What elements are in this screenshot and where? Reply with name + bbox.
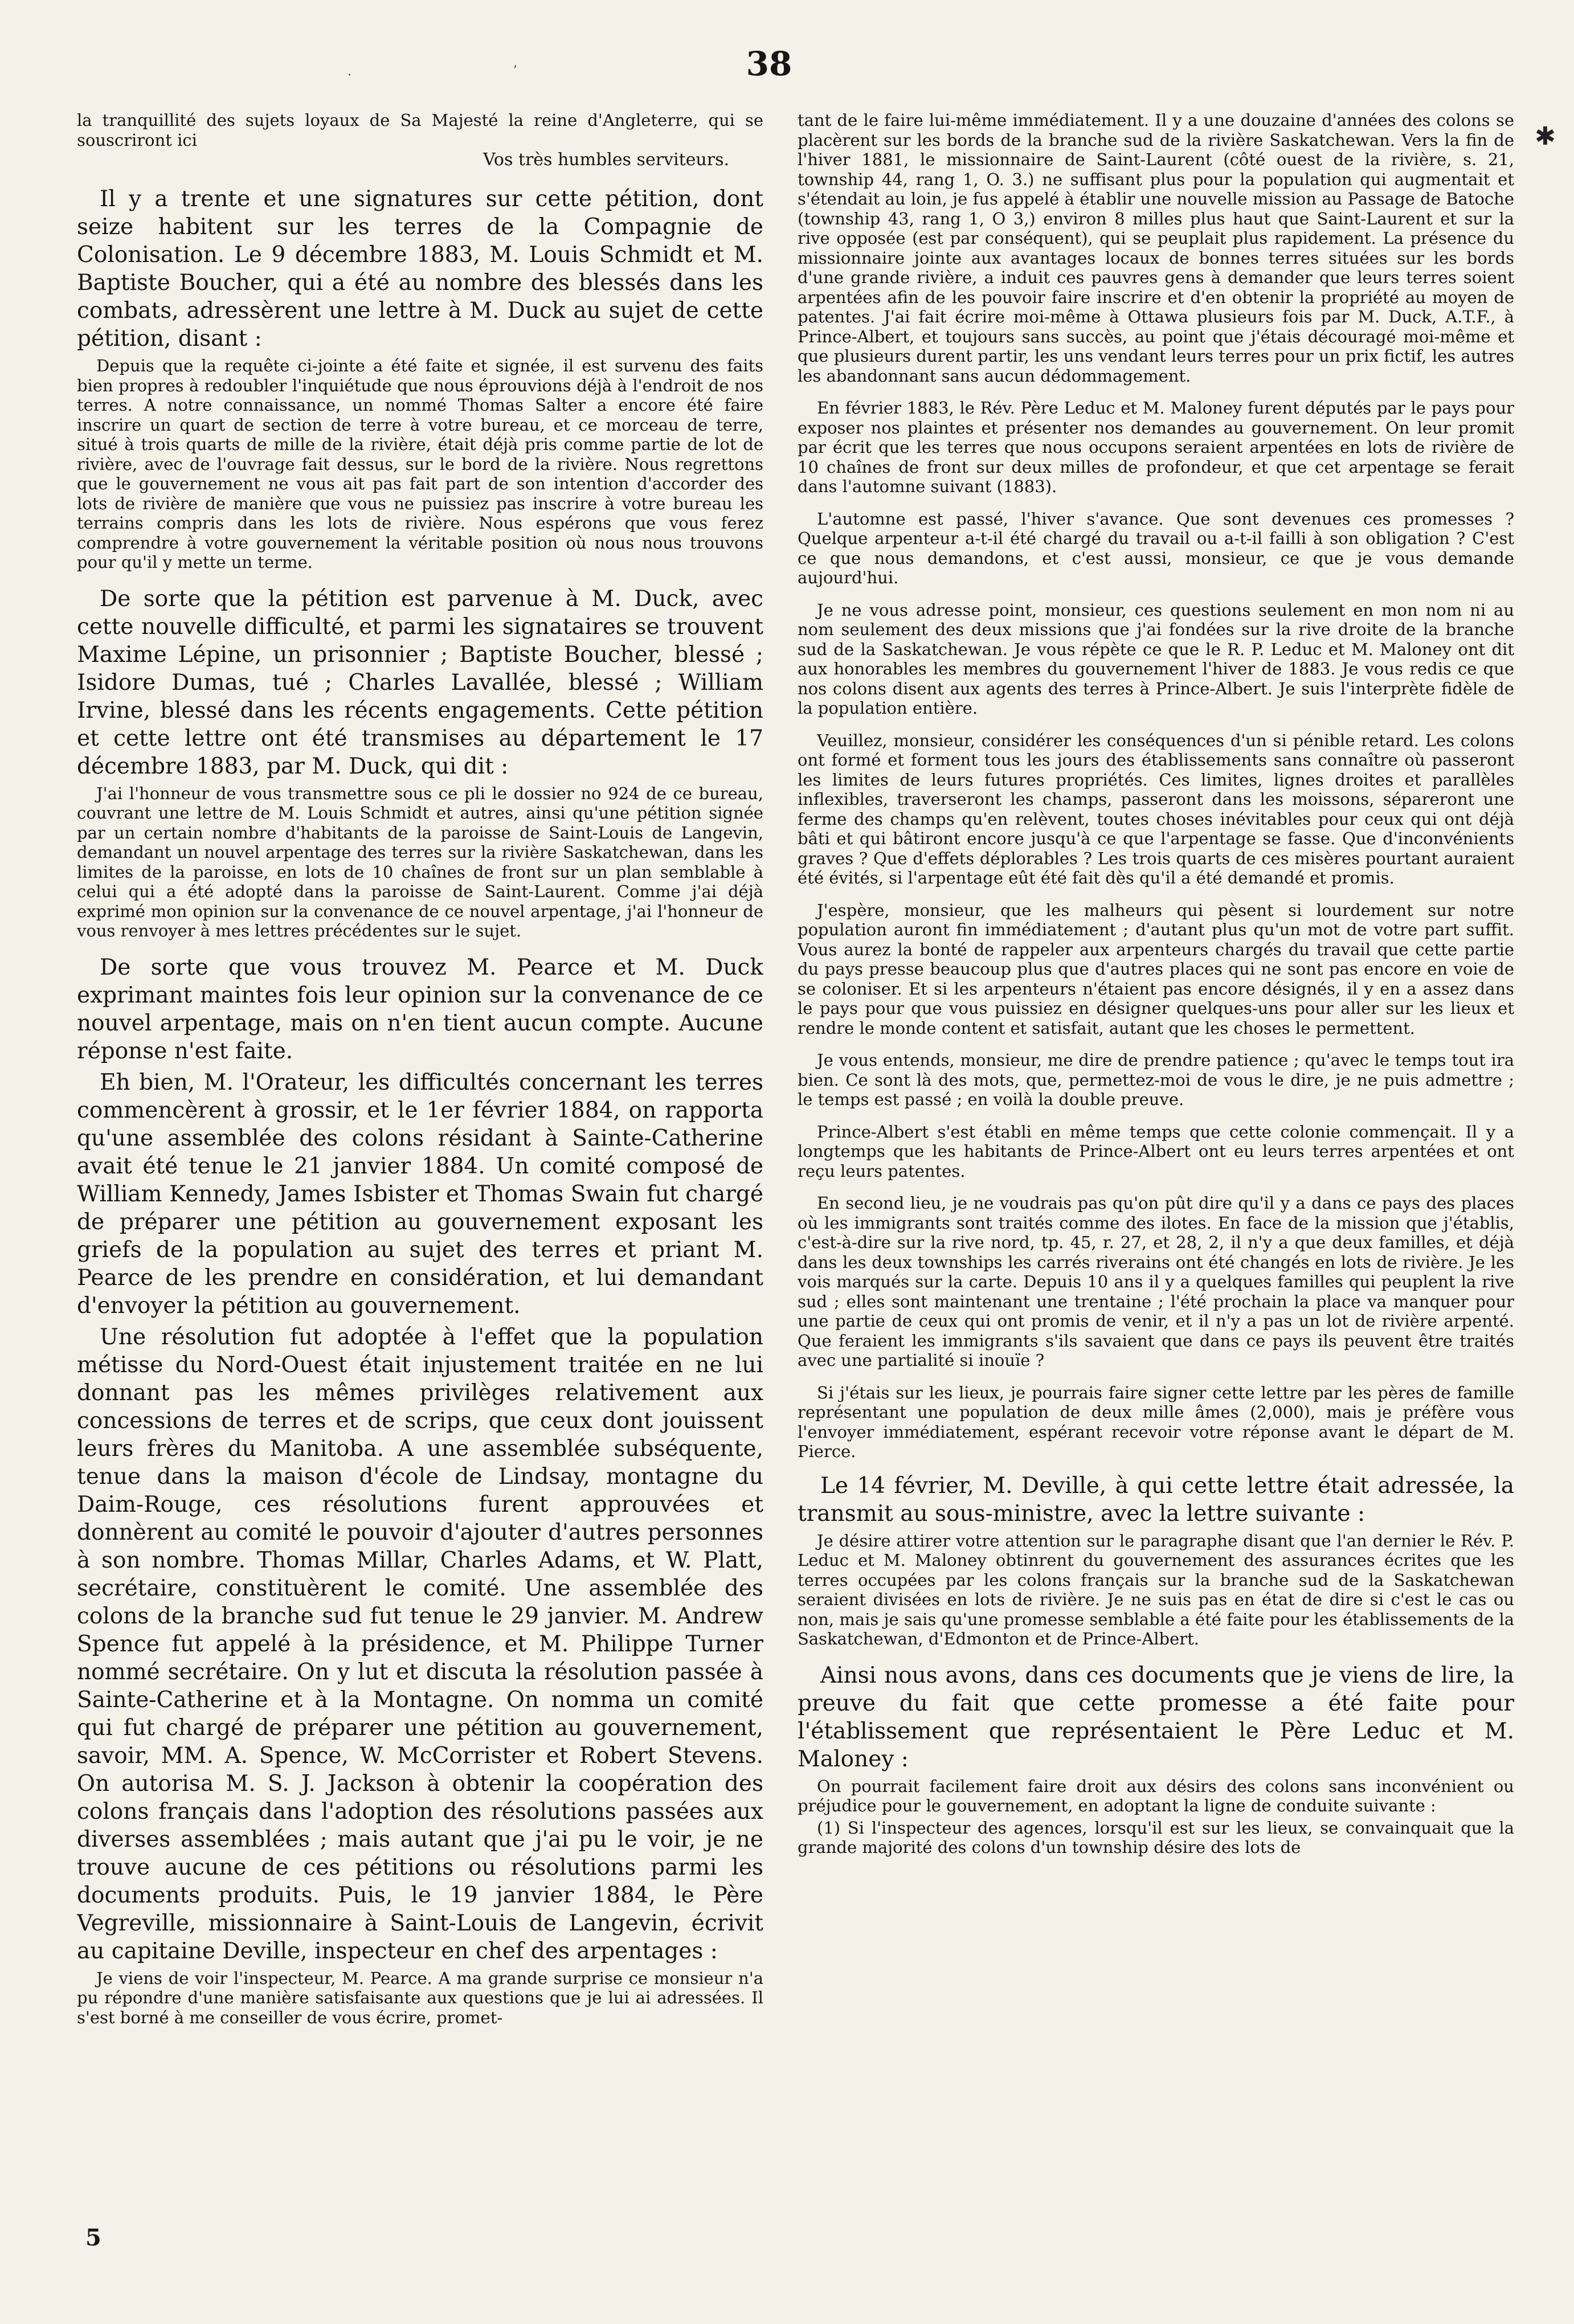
- paragraph-deville-transmit: Le 14 février, M. Deville, à qui cette lettre était adressée, la transmit au sous-ministre, avec la lettre suivante :: [798, 1472, 1514, 1527]
- left-column: [77, 108, 763, 2216]
- quote-schmidt-letter: Depuis que la requête ci-jointe a été faite et signée, il est survenu des faits bien propres à redoubler l'inquiétude que nous éprouvions déjà à l'endroit de nos terres. A notre connaissance, un nommé Thomas Salter a encore été faire inscrire un quart de section de terre à votre bureau, et ce morceau de terre, situé à trois quarts de mille de la rivière, était déjà pris comme partie de lot de rivière, avec de l'ouvrage fait dessus, sur le bord de la rivière. Nous regrettons que le gouvernement ne vous ait pas fait part de son intention d'accorder des lots de rivière de manière que vous ne puissiez pas inscrire à votre bureau les terrains compris dans les lots de rivière. Nous espérons que vous ferez comprendre à votre gouvernement la véritable position où nous nous trouvons pour qu'il y mette un terme.: [77, 356, 763, 572]
- quote-vegreville-start: Je viens de voir l'inspecteur, M. Pearce. A ma grande surprise ce monsieur n'a pu répondre d'une manière satisfaisante aux questions que je lui ai adressées. Il s'est borné à me conseiller de vous écrire, promet-: [77, 1968, 763, 2027]
- paragraph-petition-duck: De sorte que la pétition est parvenue à M. Duck, avec cette nouvelle difficulté, et parmi les signataires se trouvent Maxime Lépine, un prisonnier ; Baptiste Boucher, blessé ; Isidore Dumas, tué ; Charles Lavallée, blessé ; William Irvine, blessé dans les récents engagements. Cette pétition et cette lettre ont été transmises au département le 17 décembre 1883, par M. Duck, qui dit :: [77, 586, 763, 779]
- petition-signature-line: Vos très humbles serviteurs.: [483, 150, 729, 170]
- quote-vegreville-part-j: Si j'étais sur les lieux, je pourrais faire signer cette lettre par les pères de famille représentant une population de deux mille âmes (2,000), mais je préfère vous l'envoyer immédiatement, espérant recevoir votre réponse avant le départ de M. Pierce.: [798, 1382, 1514, 1461]
- paragraph-resolution: Une résolution fut adoptée à l'effet que la population métisse du Nord-Ouest était injustement traitée en ne lui donnant pas les mêmes privilèges relativement aux concessions de terres et de scrips, que ceux dont jouissent leurs frères du Manitoba. A une assemblée subséquente, tenue dans la maison d'école de Lindsay, montagne du Daim-Rouge, ces résolutions furent approuvées et donnèrent au comité le pouvoir d'ajouter d'autres personnes à son nombre. Thomas Millar, Charles Adams, et W. Platt, secrétaire, constituèrent le comité. Une assemblée des colons de la branche sud fut tenue le 29 janvier. M. Andrew Spence fut appelé à la présidence, et M. Philippe Turner nommé secrétaire. On y lut et discuta la résolution passée à Sainte-Catherine et à la Montagne. On nomma un comité qui fut chargé de préparer une pétition au gouvernement, savoir, MM. A. Spence, W. McCorrister et Robert Stevens. On autorisa M. S. J. Jackson à obtenir la coopération des colons français dans l'adoption des résolutions passées aux diverses assemblées ; mais autant que j'ai pu le voir, je ne trouve aucune de ces pétitions ou résolutions parmi les documents produits. Puis, le 19 janvier 1884, le Père Vegreville, missionnaire à Saint-Louis de Langevin, écrivit au capitaine Deville, inspecteur en chef des arpentages :: [77, 1324, 763, 1964]
- quote-course-of-action: On pourrait facilement faire droit aux désirs des colons sans inconvénient ou préjudice pour le gouvernement, en adoptant la ligne de conduite suivante :: [798, 1776, 1514, 1815]
- quote-vegreville-part-h: Prince-Albert s'est établi en même temps que cette colonie commençait. Il y a longtemps que les habitants de Prince-Albert ont eu leurs terres arpentées et ont reçu leurs patentes.: [798, 1122, 1514, 1181]
- page-number: 38: [746, 44, 792, 83]
- quote-vegreville-letter: [798, 111, 1514, 1462]
- quote-inspector-point-1: (1) Si l'inspecteur des agences, lorsqu'il est sur les lieux, se convainquait que la grande majorité des colons d'un township désire des lots de: [798, 1818, 1514, 1857]
- petition-closing-text: la tranquillité des sujets loyaux de Sa Majesté la reine d'Angleterre, qui se souscriront ici: [77, 111, 763, 150]
- quote-vegreville-part-c: L'automne est passé, l'hiver s'avance. Que sont devenues ces promesses ? Quelque arpenteur a-t-il été chargé du travail ou a-t-il failli à son obligation ? C'est ce que nous demandons, et c'est aussi, monsieur, ce que je vous demande aujourd'hui.: [798, 509, 1514, 587]
- print-speck: ʼ: [513, 64, 517, 78]
- quote-vegreville-part-b: En février 1883, le Rév. Père Leduc et M. Maloney furent députés par le pays pour exposer nos plaintes et présenter nos demandes au gouvernement. On leur promit par écrit que les terres que nous occupons seraient arpentées en lots de rivière de 10 chaînes de front sur deux milles de profondeur, et que cet arpentage se ferait dans l'automne suivant (1883).: [798, 398, 1514, 496]
- quote-vegreville-part-f: J'espère, monsieur, que les malheurs qui pèsent si lourdement sur notre population auront fin immédiatement ; d'autant plus qu'un mot de votre part suffit. Vous aurez la bonté de rappeler aux arpenteurs chargés du travail que cette partie du pays presse beaucoup plus que d'autres places qui ne sont pas encore en voie de se coloniser. Et si les arpenteurs n'étaient pas encore désignés, il y en a assez dans le pays pour que vous puissiez en désigner quelques-uns pour aller sur les lieux et rendre le monde content et satisfait, autant que les choses le permettent.: [798, 900, 1514, 1038]
- quote-vegreville-part-i: En second lieu, je ne voudrais pas qu'on pût dire qu'il y a dans ce pays des places où les immigrants sont traités comme des ilotes. En face de la mission que j'établis, c'est-à-dire sur la rive nord, tp. 45, r. 27, et 28, 2, il n'y a que deux familles, et déjà dans les deux townships les carrés riverains ont été changés en lots de rivière. Je les vois marqués sur la carte. Depuis 10 ans il y a quelques familles qui peuplent la rive sud ; elles sont maintenant une trentaine ; l'été prochain la place va manquer pour une partie de ceux qui ont promis de venir, et il n'y a pas un lot de rivière arpenté. Que feraient les immigrants s'ils savaient que dans ce pays ils peuvent être traités avec une partialité si inouïe ?: [798, 1193, 1514, 1370]
- quote-vegreville-part-e: Veuillez, monsieur, considérer les conséquences d'un si pénible retard. Les colons ont formé et forment tous les jours des établissements sans connaître où passeront les limites de leurs futures propriétés. Ces limites, lignes droites et parallèles inflexibles, traverseront les champs, passeront dans les moissons, sépareront une ferme des champs qu'en relèvent, toutes choses inévitables pour ceux qui ont déjà bâti et qui bâtiront encore jusqu'à ce que l'arpentage se fasse. Que d'inconvénients graves ? Que d'effets déplorables ? Les trois quarts de ces misères pourtant auraient été évités, si l'arpentage eût été fait dès qu'il a été demandé et promis.: [798, 730, 1514, 887]
- print-speck: ·: [347, 68, 351, 83]
- quote-deville-letter: Je désire attirer votre attention sur le paragraphe disant que l'an dernier le Rév. P. Leduc et M. Maloney obtinrent du gouvernement des assurances écrites que les terres occupées par les colons français sur la branche sud de la Saskatchewan seraient divisées en lots de rivière. Je ne suis pas en état de dire si c'est le cas ou non, mais je sais qu'une promesse semblable a été faite pour les établissements de la Saskatchewan, d'Edmonton et de Prince-Albert.: [798, 1531, 1514, 1648]
- paragraph-signatures: Il y a trente et une signatures sur cette pétition, dont seize habitent sur les terres de la Compagnie de Colonisation. Le 9 décembre 1883, M. Louis Schmidt et M. Baptiste Boucher, qui a été au nombre des blessés dans les combats, adressèrent une lettre à M. Duck au sujet de cette pétition, disant :: [77, 186, 763, 351]
- quote-vegreville-part-a: tant de le faire lui-même immédiatement. Il y a une douzaine d'années des colons se placèrent sur les bords de la branche sud de la rivière Saskatchewan. Vers la fin de l'hiver 1881, le missionnaire de Saint-Laurent (côté ouest de la rivière, s. 21, township 44, rang 1, O. 3.) ne suffisant plus pour la population qui augmentait et s'étendait au loin, je fus appelé à établir une nouvelle mission au Passage de Batoche (township 43, rang 1, O 3,) environ 8 milles plus haut que Saint-Laurent et sur la rive opposée (est par conséquent), qui se peuplait plus rapidement. La présence du missionnaire jointe aux avantages locaux de bonnes terres situées sur les bords d'une grande rivière, a induit ces pauvres gens à demander que leurs terres soient arpentées afin de les pouvoir faire inscrire et d'en obtenir la propriété au moyen de patentes. J'ai fait écrire moi-même à Ottawa plusieurs fois par M. Duck, A.T.F., à Prince-Albert, et toujours sans succès, au point que j'étais découragé moi-même et que plusieurs durent partir, les uns vendant leurs terres pour un prix fictif, les autres les abandonnant sans aucun dédommagement.: [798, 111, 1514, 386]
- paragraph-pearce-duck: De sorte que vous trouvez M. Pearce et M. Duck exprimant maintes fois leur opinion sur la convenance de ce nouvel arpentage, mais on n'en tient aucun compte. Aucune réponse n'est faite.: [77, 954, 763, 1064]
- footer-signature-number: 5: [85, 2224, 101, 2251]
- right-column: [798, 108, 1514, 2216]
- paragraph-promise-proof: Ainsi nous avons, dans ces documents que je viens de lire, la preuve du fait que cette promesse a été faite pour l'établissement que représentaient le Père Leduc et M. Maloney :: [798, 1662, 1514, 1772]
- quote-vegreville-part-g: Je vous entends, monsieur, me dire de prendre patience ; qu'avec le temps tout ira bien. Ce sont là des mots, que, permettez-moi de vous le dire, je ne puis admettre ; le temps est passé ; en voilà la double preuve.: [798, 1050, 1514, 1109]
- quote-vegreville-part-d: Je ne vous adresse point, monsieur, ces questions seulement en mon nom ni au nom seulement des deux missions que j'ai fondées sur la rive droite de la branche sud de la Saskatchewan. Je vous répète ce que le R. P. Leduc et M. Maloney ont dit aux honorables les membres du gouvernement l'hiver de 1883. Je vous redis ce que nos colons disent aux agents des terres à Prince-Albert. Je suis l'interprète fidèle de la population entière.: [798, 600, 1514, 718]
- paragraph-difficulties: Eh bien, M. l'Orateur, les difficultés concernant les terres commencèrent à grossir, et le 1er février 1884, on rapporta qu'une assemblée des colons résidant à Sainte-Catherine avait été tenue le 21 janvier 1884. Un comité composé de William Kennedy, James Isbister et Thomas Swain fut chargé de préparer une pétition au gouvernement exposant les griefs de la population au sujet des terres et priant M. Pearce de les prendre en considération, et lui demandant d'envoyer la pétition au gouvernement.: [77, 1069, 763, 1319]
- margin-mark-icon: ✱: [1535, 122, 1556, 151]
- quote-duck-transmittal: J'ai l'honneur de vous transmettre sous ce pli le dossier no 924 de ce bureau, couvrant une lettre de M. Louis Schmidt et autres, ainsi qu'une pétition signée par un certain nombre d'habitants de la paroisse de Saint-Louis de Langevin, demandant un nouvel arpentage des terres sur la rivière Saskatchewan, dans les limites de la paroisse, en lots de 10 chaînes de front sur un plan semblable à celui qui a été adopté dans la paroisse de Saint-Laurent. Comme j'ai déjà exprimé mon opinion sur la convenance de ce nouvel arpentage, j'ai l'honneur de vous renvoyer à mes lettres précédentes sur le sujet.: [77, 783, 763, 940]
